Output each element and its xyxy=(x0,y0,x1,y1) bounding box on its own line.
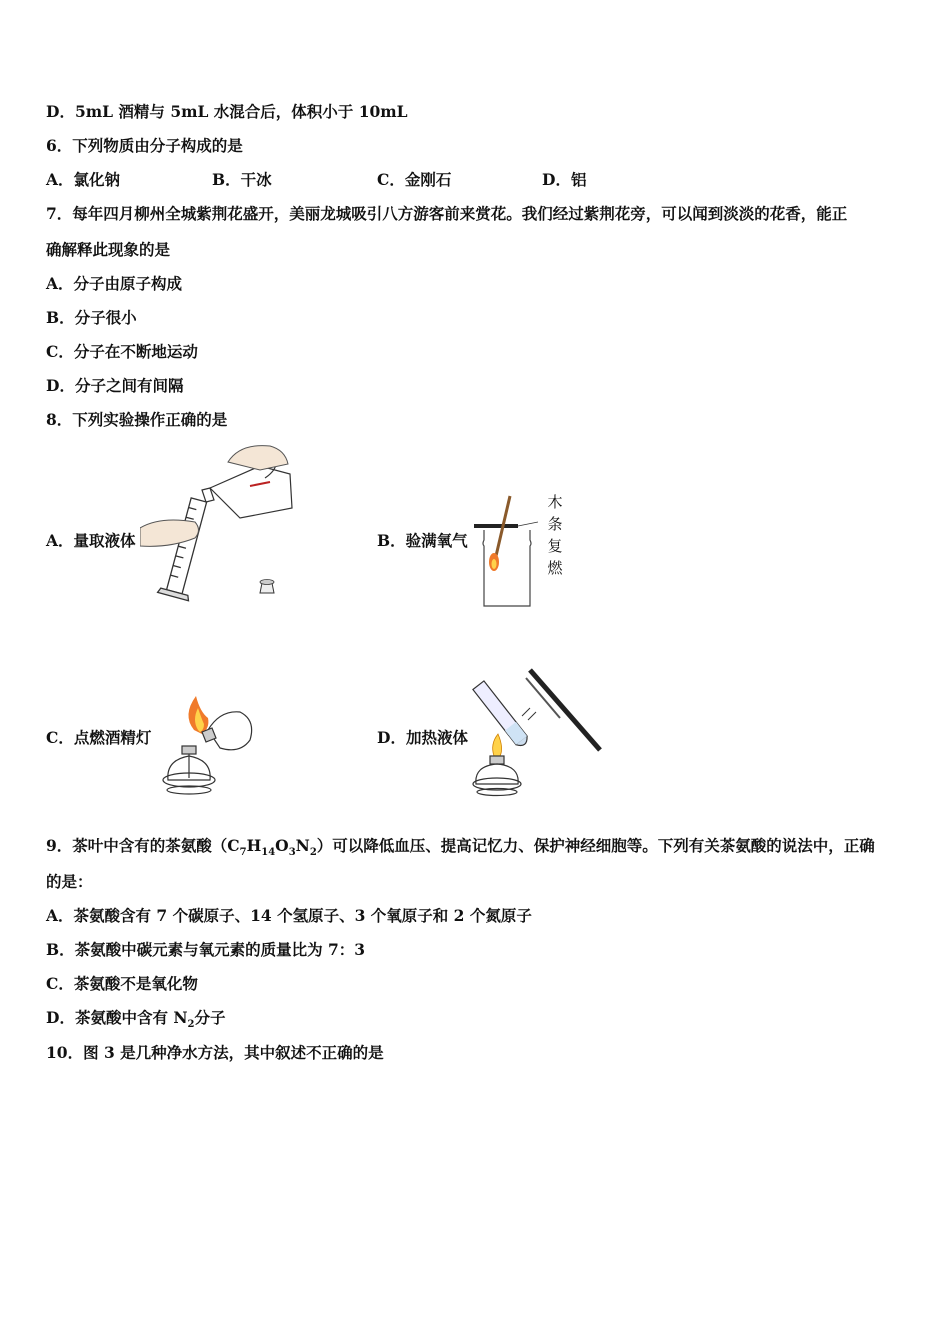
q9-option-d-sub: 2 xyxy=(187,1019,195,1031)
q9-o: O xyxy=(275,836,289,855)
figure-b-label-char: 复 xyxy=(547,537,563,555)
q9-sub: 7 xyxy=(239,847,247,859)
q7-option-a: A．分子由原子构成 xyxy=(46,274,183,293)
q7-option-d: D．分子之间有间隔 xyxy=(46,376,184,395)
q7-option-c: C．分子在不断地运动 xyxy=(46,342,198,361)
q9-stem-post: ）可以降低血压、提高记忆力、保护神经细胞等。下列有关茶氨酸的说法中，正确 xyxy=(316,836,875,855)
q9-h: H xyxy=(246,836,262,855)
q6-option-c: C．金刚石 xyxy=(377,170,452,189)
alcohol-lamp-figure xyxy=(158,690,258,802)
heating-test-tube-figure xyxy=(470,664,602,798)
q9-stem-line2: 的是： xyxy=(46,872,93,891)
q7-option-b: B．分子很小 xyxy=(46,308,137,327)
q6-stem: 6．下列物质由分子构成的是 xyxy=(46,136,243,155)
q9-stem-pre: 9．茶叶中含有的茶氨酸（C xyxy=(46,836,240,855)
q9-sub: 2 xyxy=(309,847,317,859)
q9-option-b: B．茶氨酸中碳元素与氧元素的质量比为 7：3 xyxy=(46,940,366,959)
q6-option-a: A．氯化钠 xyxy=(46,170,121,189)
q9-sub: 14 xyxy=(261,847,276,859)
q7-stem-line2: 确解释此现象的是 xyxy=(46,240,171,259)
q9-n: N xyxy=(295,836,310,855)
q9-option-a: A．茶氨酸含有 7 个碳原子、14 个氢原子、3 个氧原子和 2 个氮原子 xyxy=(46,906,532,925)
q8-option-c: C．点燃酒精灯 xyxy=(46,728,152,747)
q8-option-d: D．加热液体 xyxy=(377,728,468,747)
figure-b-label xyxy=(544,491,566,579)
q9-stem-line1 xyxy=(46,836,875,863)
q8-stem: 8．下列实验操作正确的是 xyxy=(46,410,228,429)
q7-stem-line1: 7．每年四月柳州全城紫荆花盛开，美丽龙城吸引八方游客前来赏花。我们经过紫荆花旁，可以闻到淡淡的花香，能正 xyxy=(46,204,848,223)
q6-option-b: B．干冰 xyxy=(212,170,272,189)
q9-option-d-pre: D．茶氨酸中含有 N xyxy=(46,1008,188,1027)
q8-option-a: A．量取液体 xyxy=(46,531,136,550)
figure-b-label-char: 木 xyxy=(547,493,563,511)
q9-sub: 3 xyxy=(288,847,296,859)
q8-option-b: B．验满氧气 xyxy=(377,531,468,550)
measuring-cylinder-figure xyxy=(140,438,300,608)
figure-b-label-char: 燃 xyxy=(547,559,563,577)
figure-b-label-char: 条 xyxy=(547,515,563,533)
q6-option-d: D．铝 xyxy=(542,170,587,189)
q9-option-d xyxy=(46,1008,226,1035)
q10-stem: 10．图 3 是几种净水方法，其中叙述不正确的是 xyxy=(46,1043,384,1062)
q9-option-d-post: 分子 xyxy=(194,1008,226,1027)
q5-option-d: D．5mL 酒精与 5mL 水混合后，体积小于 10mL xyxy=(46,102,408,121)
oxygen-bottle-figure xyxy=(470,486,540,608)
q9-option-c: C．茶氨酸不是氧化物 xyxy=(46,974,198,993)
